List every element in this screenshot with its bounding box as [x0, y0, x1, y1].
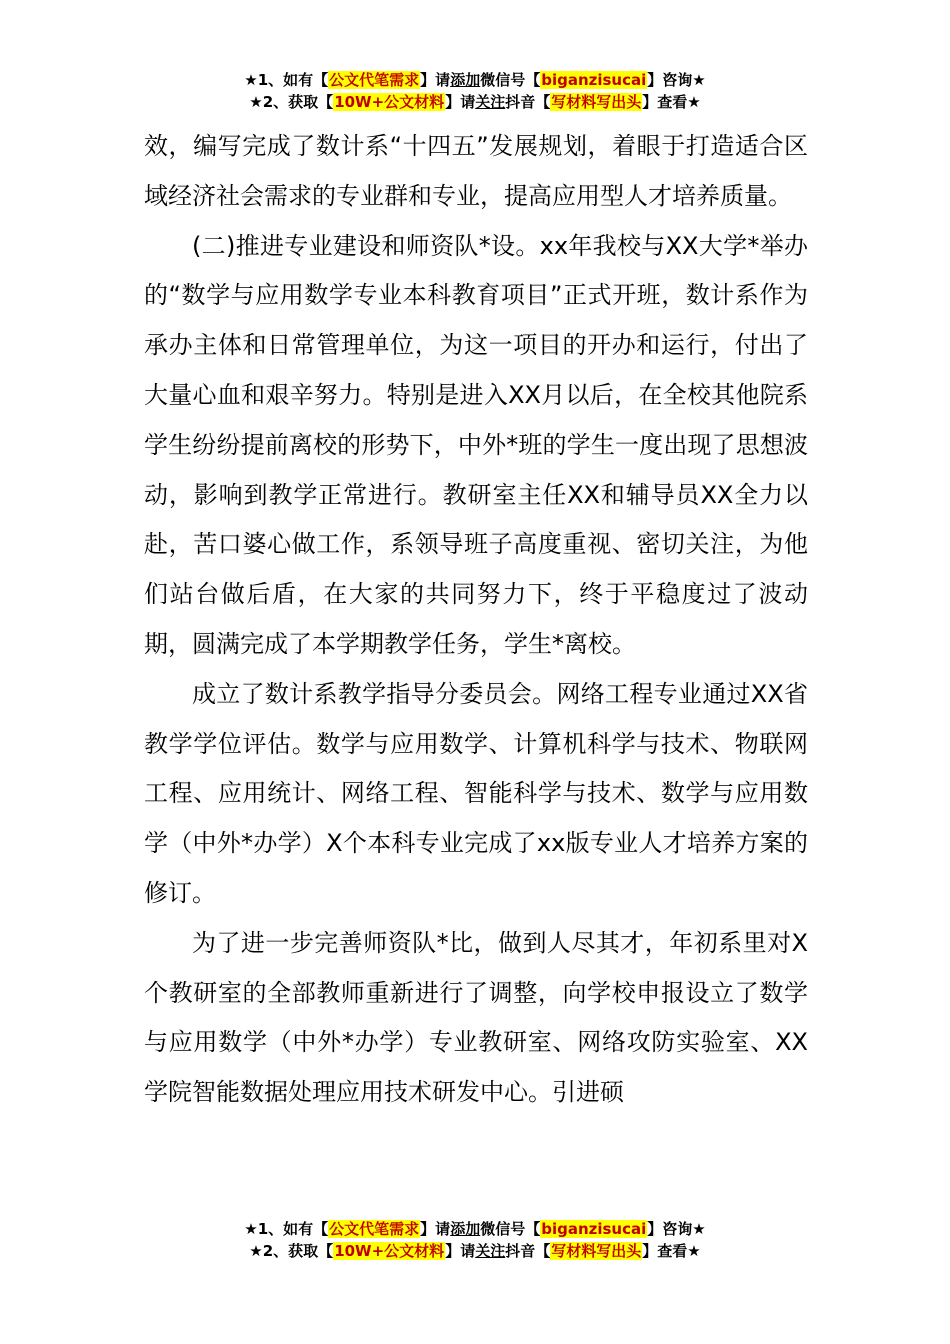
highlight-materials: 10W+公文材料: [334, 1242, 445, 1260]
banner-line-1: ★1、如有【公文代笔需求】请添加微信号【biganzisucai】咨询★: [244, 71, 706, 89]
paragraph-section-two: (二)推进专业建设和师资队*设。xx年我校与XX大学*举办的“数学与应用数学专业本科教育项目”正式开班，数计系作为承办主体和日常管理单位，为这一项目的开办和运行，付出了大量心血和艰辛努力。特别是进入XX月以后，在全校其他院系学生纷纷提前离校的形势下，中外*班的学生一度出现了思想波动，影响到教学正常进行。教研室主任XX和辅导员XX全力以赴，苦口婆心做工作，系领导班子高度重视、密切关注，为他们站台做后盾，在大家的共同努力下，终于平稳度过了波动期，圆满完成了本学期教学任务，学生*离校。: [144, 231, 808, 658]
highlight-service: 公文代笔需求: [329, 1220, 420, 1238]
banner-line-2: ★2、获取【10W+公文材料】请关注抖音【写材料写出头】查看★: [249, 93, 701, 111]
highlight-douyin-account: 写材料写出头: [551, 93, 642, 111]
highlight-materials: 10W+公文材料: [334, 93, 445, 111]
header-banner: [0, 69, 950, 113]
paragraph-continued: 效，编写完成了数计系“十四五”发展规划，着眼于打造适合区域经济社会需求的专业群和专业，提高应用型人才培养质量。: [144, 132, 808, 210]
highlight-douyin-account: 写材料写出头: [551, 1242, 642, 1260]
paragraph-committee: 成立了数计系教学指导分委员会。网络工程专业通过XX省教学学位评估。数学与应用数学、计算机科学与技术、物联网工程、应用统计、网络工程、智能科学与技术、数学与应用数学（中外*办学）X个本科专业完成了xx版专业人才培养方案的修订。: [144, 679, 808, 907]
banner-line-2: ★2、获取【10W+公文材料】请关注抖音【写材料写出头】查看★: [249, 1242, 701, 1260]
highlight-wechat-id: biganzisucai: [541, 71, 647, 89]
paragraph-faculty: 为了进一步完善师资队*比，做到人尽其才，年初系里对X个教研室的全部教师重新进行了调整，向学校申报设立了数学与应用数学（中外*办学）专业教研室、网络攻防实验室、XX学院智能数据处理应用技术研发中心。引进硕: [144, 928, 808, 1107]
highlight-wechat-id: biganzisucai: [541, 1220, 647, 1238]
footer-banner: [0, 1218, 950, 1262]
document-body: [144, 122, 808, 1118]
banner-line-1: ★1、如有【公文代笔需求】请添加微信号【biganzisucai】咨询★: [244, 1220, 706, 1238]
highlight-service: 公文代笔需求: [329, 71, 420, 89]
